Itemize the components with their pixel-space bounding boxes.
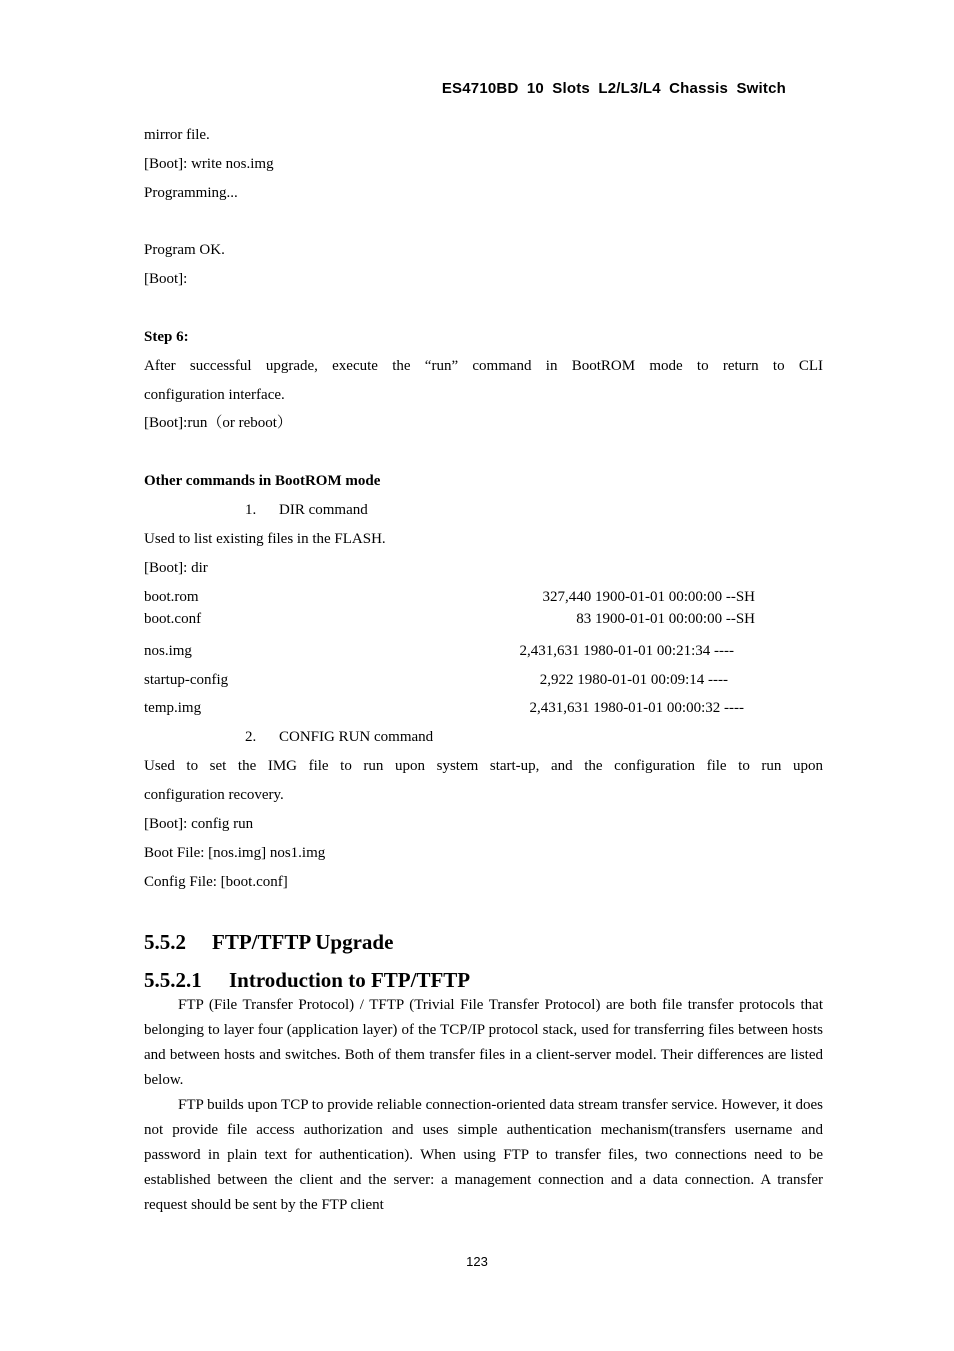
file-name: nos.img [144, 643, 192, 659]
file-name: boot.rom [144, 589, 199, 605]
paragraph [144, 993, 823, 1093]
text-line: Programming... [144, 185, 238, 201]
section-title: FTP/TFTP Upgrade [212, 930, 394, 954]
command-line: [Boot]: write nos.img [144, 156, 274, 172]
list-number: 2. [245, 729, 257, 745]
command-line: [Boot]: dir [144, 560, 208, 576]
subsection-number: 5.5.2.1 [144, 968, 202, 992]
text-line: Boot File: [nos.img] nos1.img [144, 845, 326, 861]
file-info: 83 1900-01-01 00:00:00 --SH [576, 611, 755, 627]
file-info: 327,440 1900-01-01 00:00:00 --SH [542, 589, 755, 605]
running-header: ES4710BD 10 Slots L2/L3/L4 Chassis Switch [441, 80, 786, 97]
page-number: 123 [466, 1254, 488, 1269]
list-item-config-run [245, 728, 433, 746]
step-label: Step 6: [144, 329, 189, 345]
command-line: [Boot]: [144, 271, 188, 287]
command-line: [Boot]:run（or reboot） [144, 415, 292, 431]
paragraph-text: FTP (File Transfer Protocol) / TFTP (Trivial File Transfer Protocol) are both file transfer protocols that belonging to layer four (application layer) of the TCP/IP protocol stack, used for transferring files between hosts and between hosts and switches. Both of them transfer files in a client-server model. Their differences are listed below. [144, 997, 823, 1088]
text-line: Used to set the IMG file to run upon system start-up, and the configuration file to run upon [144, 758, 823, 774]
subsection-heading [144, 968, 470, 993]
file-name: boot.conf [144, 611, 202, 627]
list-label: DIR command [279, 502, 368, 518]
text-line: Program OK. [144, 242, 225, 258]
text-line: configuration recovery. [144, 787, 284, 803]
paragraph-text: FTP builds upon TCP to provide reliable connection-oriented data stream transfer service. However, it does not provide file access authorization and uses simple authentication mechanism(transfers username and password in plain text for authentication). When using FTP to transfer files, two connections need to be established between the client and the server: a management connection and a data connection. A transfer request should be sent by the FTP client [144, 1097, 823, 1213]
file-name: startup-config [144, 672, 229, 688]
list-item-dir [245, 501, 368, 519]
text-line: mirror file. [144, 127, 210, 143]
subheading: Other commands in BootROM mode [144, 473, 381, 489]
subsection-title: Introduction to FTP/TFTP [229, 968, 471, 992]
section-number: 5.5.2 [144, 930, 186, 954]
text-line: Used to list existing files in the FLASH. [144, 531, 386, 547]
file-info: 2,431,631 1980-01-01 00:00:32 ---- [529, 700, 744, 716]
paragraph [144, 1093, 823, 1218]
command-line: [Boot]: config run [144, 816, 254, 832]
text-line: Config File: [boot.conf] [144, 874, 288, 890]
step-description-cont: configuration interface. [144, 387, 285, 403]
step-description: After successful upgrade, execute the “run” command in BootROM mode to return to CLI [144, 358, 823, 374]
file-info: 2,431,631 1980-01-01 00:21:34 ---- [519, 643, 734, 659]
file-info: 2,922 1980-01-01 00:09:14 ---- [539, 672, 728, 688]
list-label: CONFIG RUN command [279, 729, 434, 745]
section-heading [144, 930, 393, 955]
file-name: temp.img [144, 700, 202, 716]
list-number: 1. [245, 502, 257, 518]
